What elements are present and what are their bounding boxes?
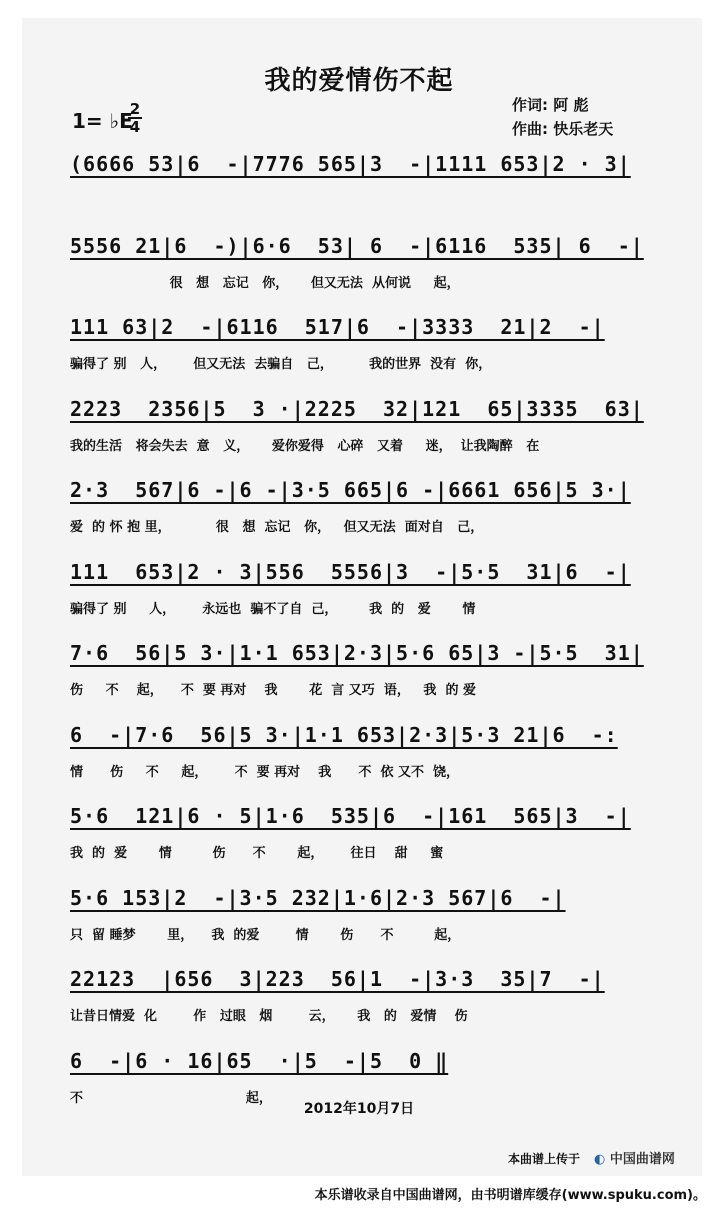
music-line: 5·6 153|2 -|3·5 232|1·6|2·3 567|6 -|: [70, 885, 566, 910]
lyric-line: 伤 不 起， 不 要 再对 我 花 言 又巧 语， 我 的 爱: [70, 683, 476, 698]
time-bottom: 4: [129, 118, 141, 136]
footer-note: 本乐谱收录自中国曲谱网，由书明谱库缓存(www.spuku.com)。: [314, 1188, 706, 1203]
composer-credit: 作曲: 快乐老天: [512, 120, 614, 138]
lyricist-credit: 作词: 阿 彪: [512, 96, 589, 114]
page-title: 我的爱情伤不起: [264, 66, 454, 96]
music-line: 7·6 56|5 3·|1·1 653|2·3|5·6 65|3 -|5·5 31|: [70, 641, 644, 665]
time-signature: [128, 102, 142, 134]
lyric-line: 我 的 爱 情 伤 不 起， 往日 甜 蜜: [70, 846, 444, 861]
lyric-line: 很 想 忘记 你， 但又无法 从何说 起，: [70, 275, 460, 291]
key-signature: 1= ♭E: [72, 109, 133, 133]
upload-note: 本曲谱上传于: [508, 1152, 581, 1166]
lyric-line: 我的生活 将会失去 意 义， 爱你爱得 心碎 又着 迷， 让我陶醉 在: [70, 438, 540, 454]
lyric-line: 只 留 睡梦 里， 我 的爱 情 伤 不 起，: [70, 927, 461, 943]
lyric-line: 让昔日情爱 化 作 过眼 烟 云， 我 的 爱情 伤: [70, 1009, 468, 1024]
music-line: 5·6 121|6 · 5|1·6 535|6 -|161 565|3 -|: [70, 804, 631, 828]
lyric-line: 不 起，: [70, 1090, 272, 1106]
site-logo: [594, 1148, 675, 1167]
music-line: (6666 53|6 -|7776 565|3 -|1111 653|2 · 3|: [70, 152, 631, 176]
music-line: 2·3 567|6 -|6 -|3·5 665|6 -|6661 656|5 3·|: [70, 478, 631, 502]
music-line: 111 653|2 · 3|556 5556|3 -|5·5 31|6 -|: [70, 559, 631, 584]
logo-text: 中国曲谱网: [609, 1152, 675, 1167]
logo-mark-icon: ◐: [594, 1152, 606, 1167]
music-line: 6 -|7·6 56|5 3·|1·1 653|2·3|5·3 21|6 -:: [70, 722, 618, 747]
time-top: 2: [129, 100, 141, 118]
lyric-line: 情 伤 不 起， 不 要 再对 我 不 依 又不 饶，: [70, 764, 460, 780]
score-date: 2012年10月7日: [303, 1101, 415, 1117]
music-line: 111 63|2 -|6116 517|6 -|3333 21|2 -|: [70, 315, 605, 339]
music-line: 6 -|6 · 16|65 ·|5 -|5 0 ‖: [70, 1048, 449, 1073]
lyric-line: 爱 的 怀 抱 里， 很 想 忘记 你， 但又无法 面对自 己，: [70, 520, 484, 535]
lyric-line: 骗得了 别 人， 永远也 骗不了自 己， 我 的 爱 情: [70, 601, 476, 617]
music-line: 2223 2356|5 3 ·|2225 32|121 65|3335 63|: [70, 396, 644, 421]
lyric-line: 骗得了 别 人， 但又无法 去骗自 己， 我的世界 没有 你，: [70, 357, 492, 372]
music-line: 22123 |656 3|223 56|1 -|3·3 35|7 -|: [70, 967, 605, 991]
music-line: 5556 21|6 -)|6·6 53| 6 -|6116 535| 6 -|: [70, 233, 644, 258]
